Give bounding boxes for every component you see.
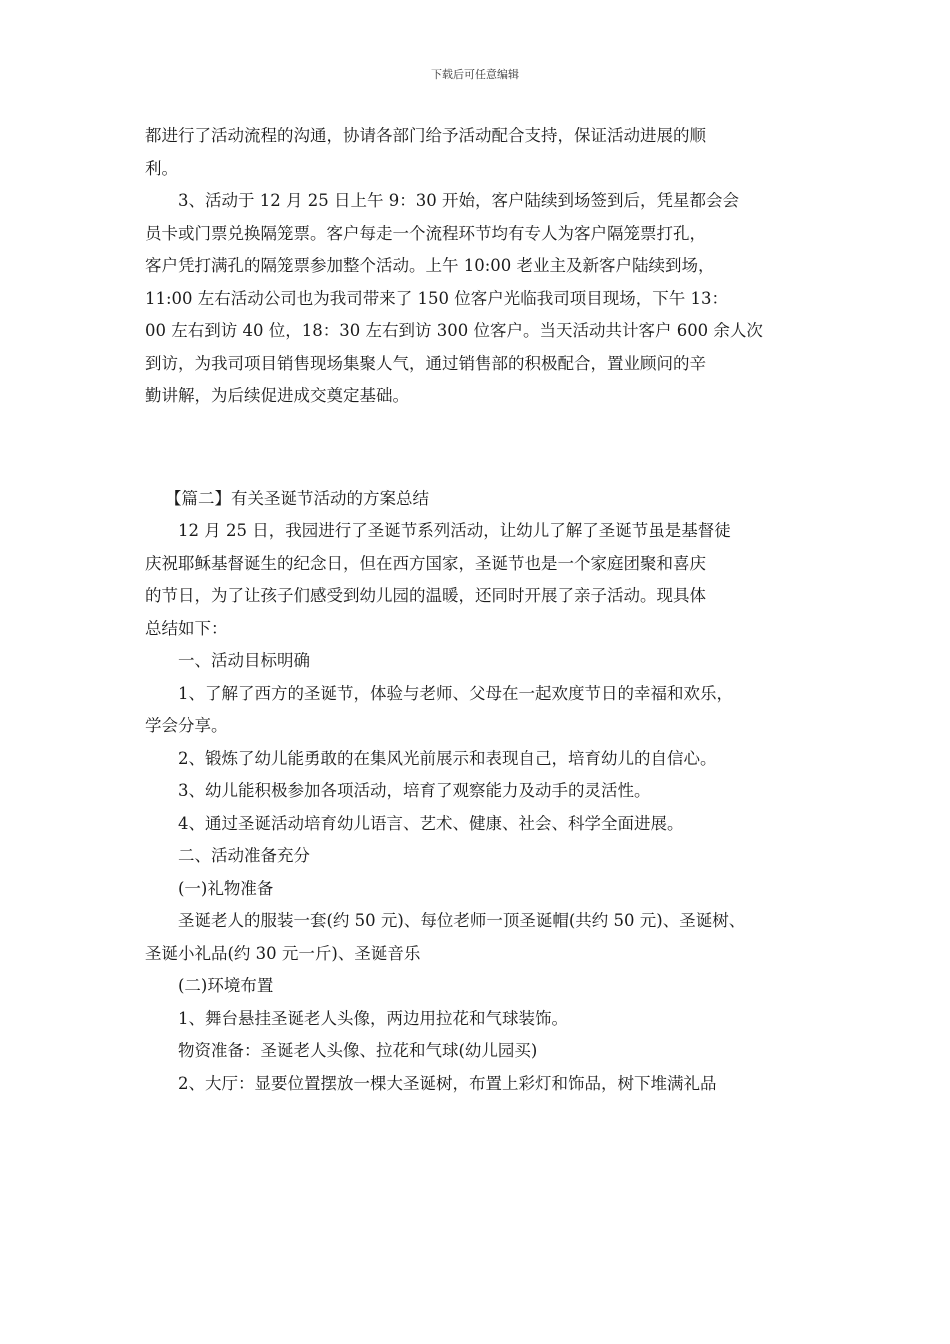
paragraph-line: 都进行了活动流程的沟通，协请各部门给予活动配合支持，保证活动进展的顺 [145, 126, 706, 145]
paragraph-line: 圣诞小礼品(约 30 元一斤)、圣诞音乐 [145, 943, 421, 963]
document-body [145, 120, 825, 1100]
paragraph-line: 圣诞老人的服装一套(约 50 元)、每位老师一顶圣诞帽(共约 50 元)、圣诞树、 [178, 911, 746, 930]
paragraph-line: 3、活动于 12 月 25 日上午 9：30 开始，客户陆续到场签到后，凭星都会会 [178, 191, 739, 210]
paragraph-line: 3、幼儿能积极参加各项活动，培育了观察能力及动手的灵活性。 [178, 781, 651, 800]
section-title: 【篇二】有关圣诞节活动的方案总结 [165, 488, 429, 508]
paragraph-line: 客户凭打满孔的隔笼票参加整个活动。上午 10:00 老业主及新客户陆续到场， [145, 256, 715, 275]
heading-line: 二、活动准备充分 [178, 846, 310, 865]
subheading-line: (二)环境布置 [178, 976, 274, 995]
paragraph-line: 12 月 25 日，我园进行了圣诞节系列活动，让幼儿了解了圣诞节虽是基督徒 [178, 521, 731, 540]
paragraph-line: 利。 [145, 158, 178, 178]
paragraph-line: 4、通过圣诞活动培育幼儿语言、艺术、健康、社会、科学全面进展。 [178, 813, 684, 833]
paragraph-line: 勤讲解，为后续促进成交奠定基础。 [145, 386, 409, 405]
paragraph-line: 2、大厅：显要位置摆放一棵大圣诞树，布置上彩灯和饰品，树下堆满礼品 [178, 1073, 717, 1093]
heading-line: 一、活动目标明确 [178, 651, 310, 670]
paragraph-line: 1、了解了西方的圣诞节，体验与老师、父母在一起欢度节日的幸福和欢乐， [178, 683, 733, 703]
page-header-note: 下载后可任意编辑 [431, 68, 519, 81]
subheading-line: (一)礼物准备 [178, 878, 274, 898]
paragraph-line: 到访，为我司项目销售现场集聚人气，通过销售部的积极配合，置业顾问的辛 [145, 353, 706, 373]
paragraph-line: 庆祝耶稣基督诞生的纪念日，但在西方国家，圣诞节也是一个家庭团聚和喜庆 [145, 553, 706, 573]
paragraph-line: 物资准备：圣诞老人头像、拉花和气球(幼儿园买) [178, 1041, 538, 1060]
paragraph-line: 11:00 左右活动公司也为我司带来了 150 位客户光临我司项目现场，下午 13： [145, 288, 729, 308]
paragraph-line: 00 左右到访 40 位，18：30 左右到访 300 位客户。当天活动共计客户 600 余人次 [145, 321, 763, 340]
paragraph-line: 2、锻炼了幼儿能勇敢的在集风光前展示和表现自己，培育幼儿的自信心。 [178, 748, 717, 768]
paragraph-line: 的节日，为了让孩子们感受到幼儿园的温暖，还同时开展了亲子活动。现具体 [145, 586, 706, 605]
paragraph-line: 1、舞台悬挂圣诞老人头像，两边用拉花和气球装饰。 [178, 1008, 568, 1028]
paragraph-line: 总结如下： [145, 618, 228, 638]
paragraph-line: 员卡或门票兑换隔笼票。客户每走一个流程环节均有专人为客户隔笼票打孔， [145, 223, 706, 243]
paragraph-line: 学会分享。 [145, 716, 228, 735]
